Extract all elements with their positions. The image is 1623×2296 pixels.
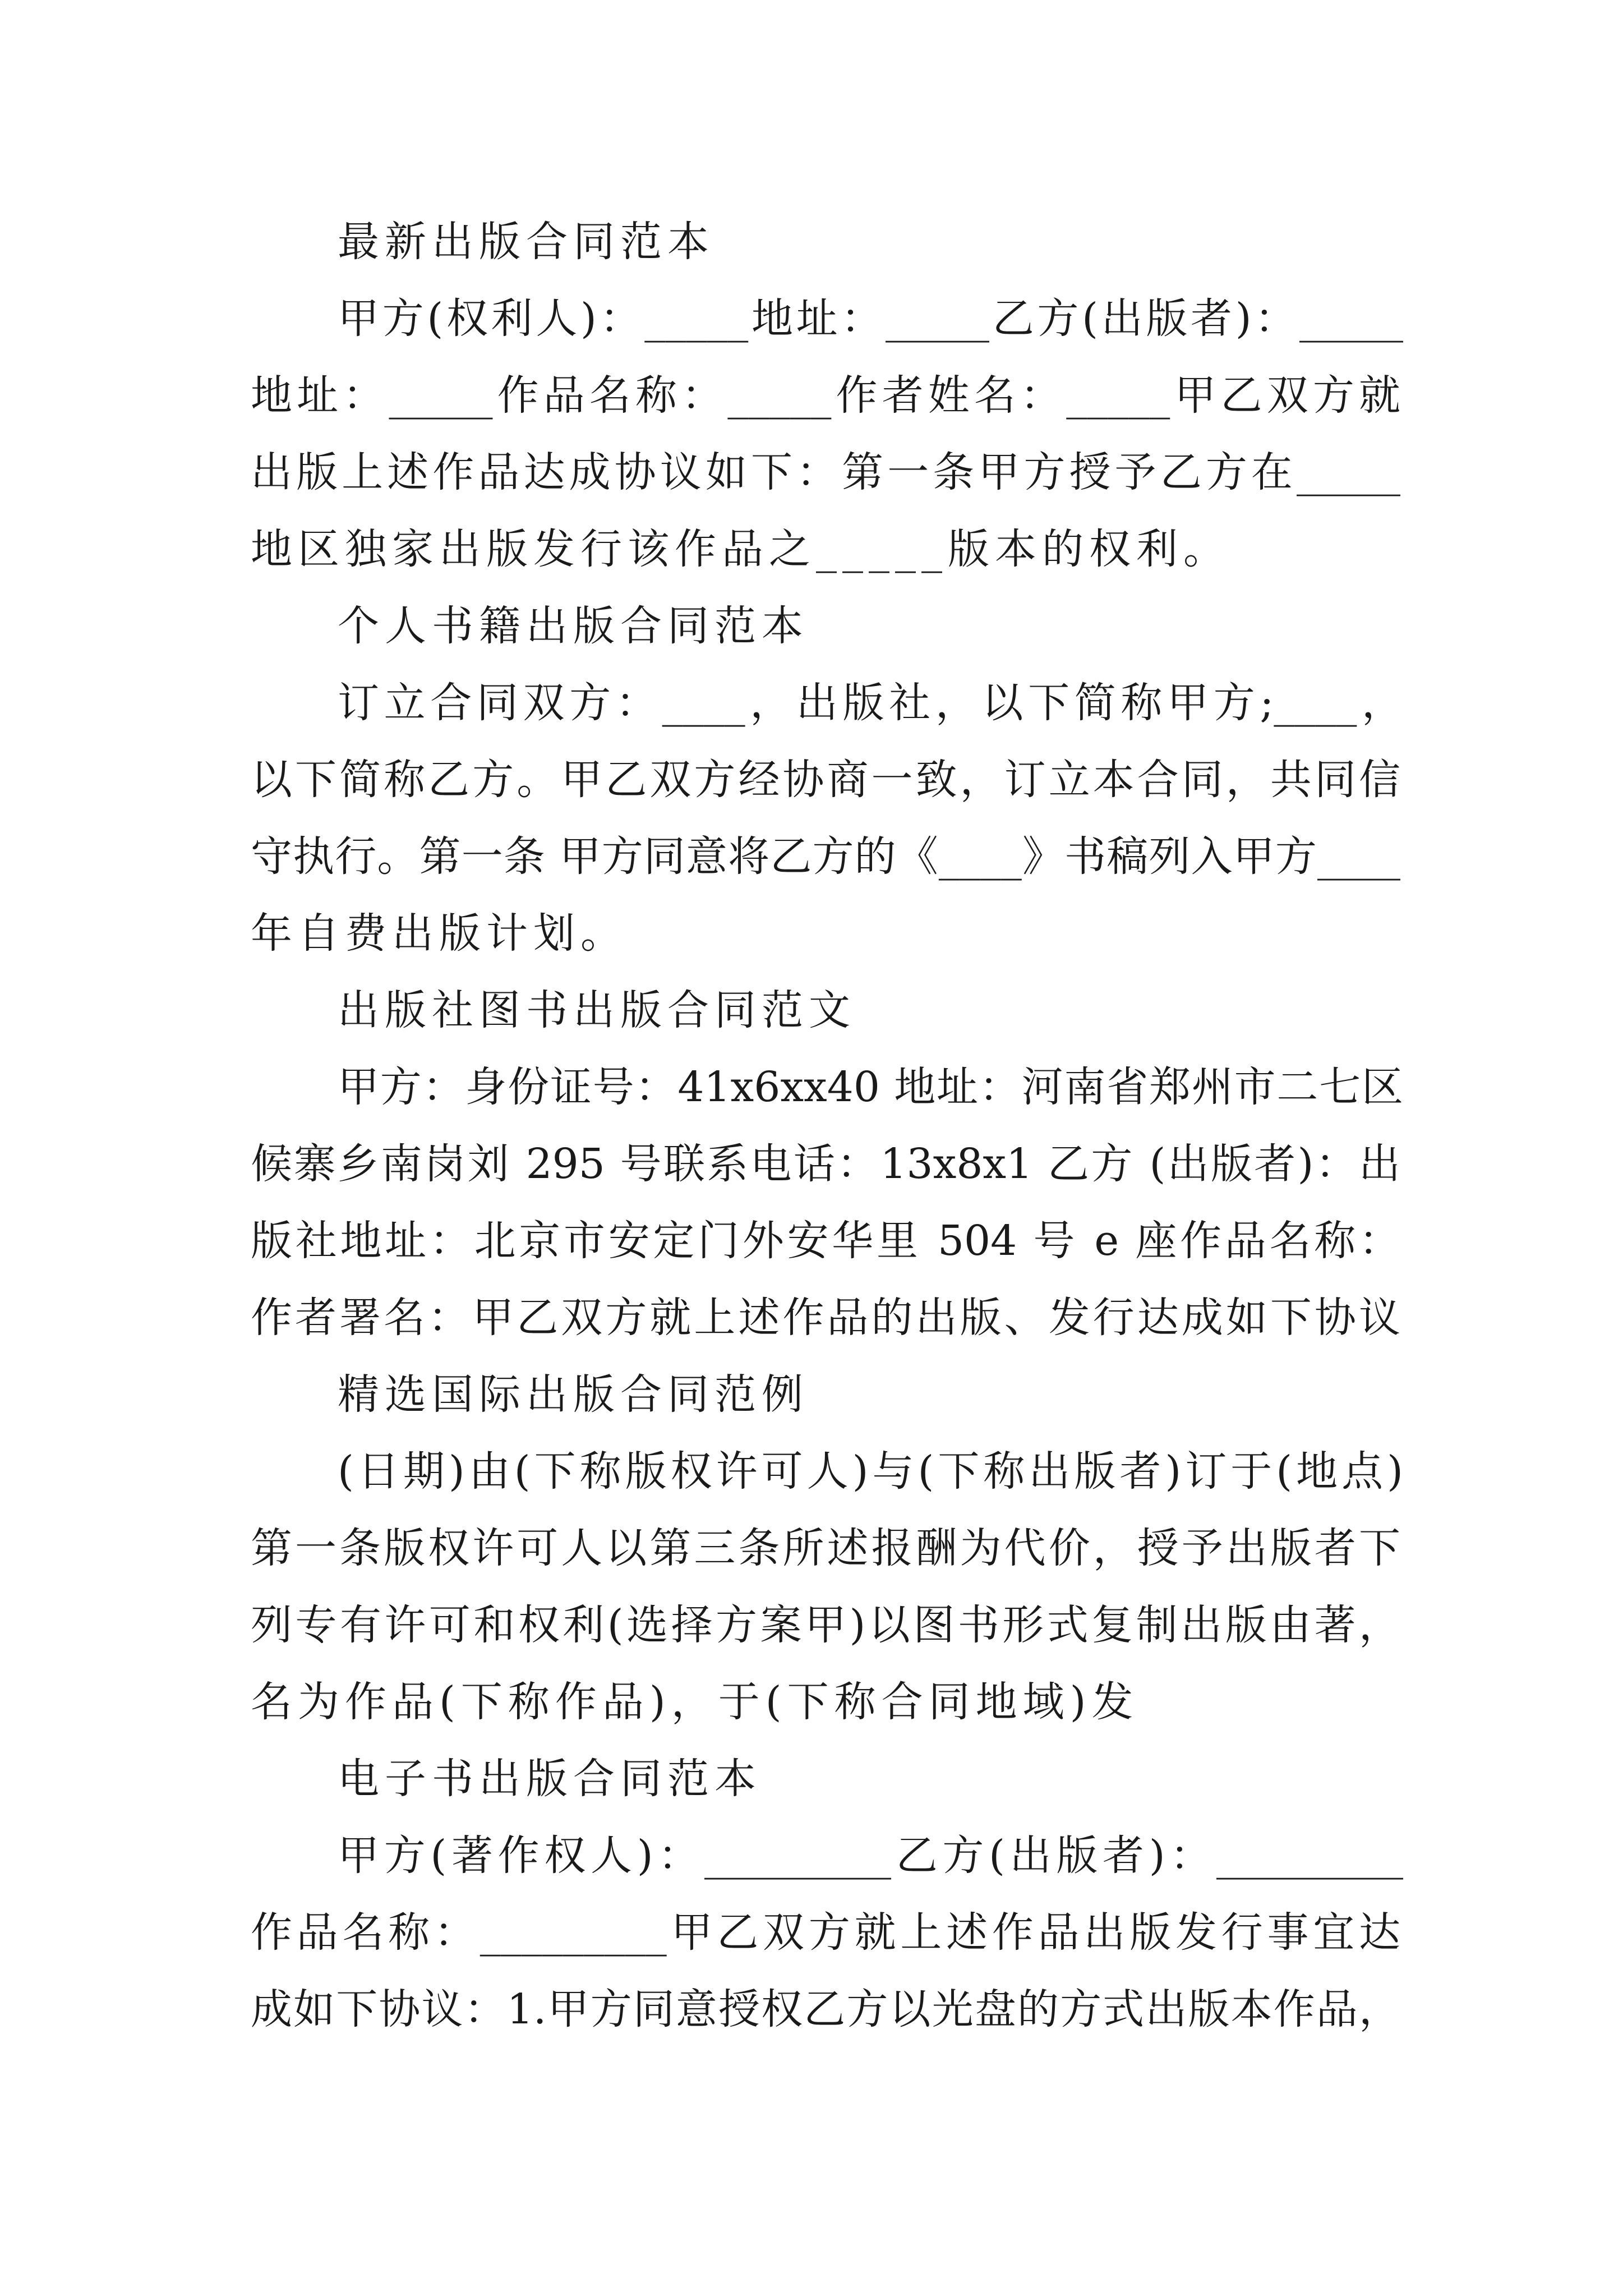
paragraph-line: 第一条版权许可人以第三条所述报酬为代价，授予出版者下 xyxy=(251,1524,1400,1572)
section-title: 出版社图书出版合同范文 xyxy=(338,986,856,1034)
paragraph-line: 年自费出版计划。 xyxy=(251,909,628,958)
paragraph-line: 甲方(权利人)：_____地址：_____乙方(出版者)：_____ xyxy=(338,295,1403,343)
paragraph-line: 版社地址：北京市安定门外安华里 504 号 e 座作品名称： xyxy=(251,1217,1400,1265)
paragraph-line: 作品名称：_________甲乙双方就上述作品出版发行事宜达 xyxy=(251,1908,1400,1957)
paragraph-line: 候寨乡南岗刘 295 号联系电话：13x8x1 乙方 (出版者)：出 xyxy=(251,1140,1400,1188)
section-title: 电子书出版合同范本 xyxy=(338,1755,762,1803)
paragraph-line: (日期)由(下称版权许可人)与(下称出版者)订于(地点) xyxy=(338,1447,1403,1496)
paragraph-line: 甲方：身份证号：41x6xx40 地址：河南省郑州市二七区 xyxy=(338,1063,1403,1111)
paragraph-line: 出版上述作品达成协议如下：第一条甲方授予乙方在_____ xyxy=(251,448,1400,496)
paragraph-line: 作者署名：甲乙双方就上述作品的出版、发行达成如下协议 xyxy=(251,1294,1400,1342)
paragraph-line: 地址：_____作品名称：_____作者姓名：_____甲乙双方就 xyxy=(251,371,1400,420)
paragraph-line: 守执行。第一条 甲方同意将乙方的《____》书稿列入甲方____ xyxy=(251,832,1400,881)
paragraph-line: 地区独家出版发行该作品之_____版本的权利。 xyxy=(251,525,1230,573)
section-title: 精选国际出版合同范例 xyxy=(338,1370,809,1419)
paragraph-line: 成如下协议：1.甲方同意授权乙方以光盘的方式出版本作品， xyxy=(251,1985,1400,2033)
paragraph-line: 甲方(著作权人)：_________乙方(出版者)：_________ xyxy=(338,1832,1403,1880)
section-title: 最新出版合同范本 xyxy=(338,218,714,266)
paragraph-line: 名为作品(下称作品)，于(下称合同地域)发 xyxy=(251,1678,1139,1726)
section-title: 个人书籍出版合同范本 xyxy=(338,602,809,650)
paragraph-line: 以下简称乙方。甲乙双方经协商一致，订立本合同，共同信 xyxy=(251,756,1400,804)
paragraph-line: 订立合同双方：____，出版社，以下简称甲方;____， xyxy=(338,679,1403,727)
paragraph-line: 列专有许可和权利(选择方案甲)以图书形式复制出版由著， xyxy=(251,1601,1400,1649)
